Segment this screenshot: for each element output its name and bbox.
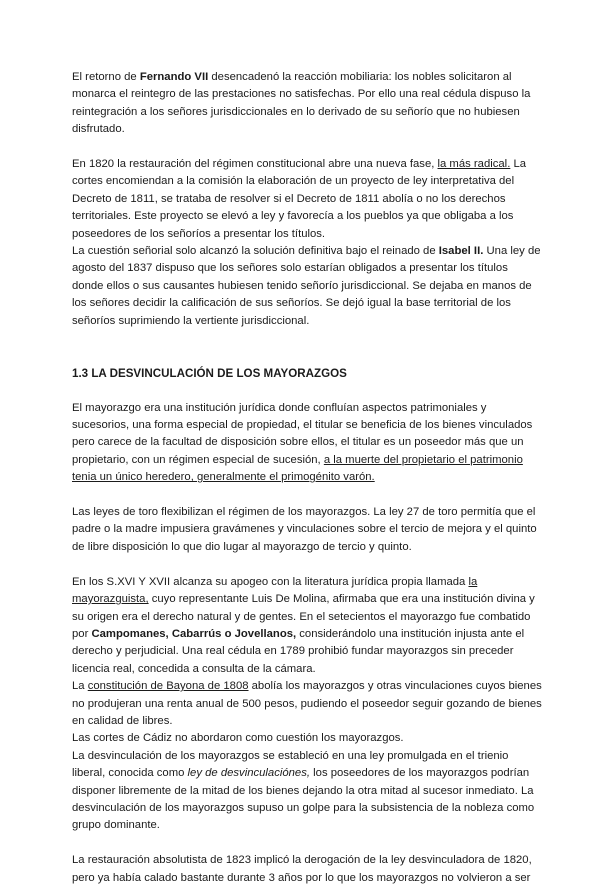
section-heading: 1.3 LA DESVINCULACIÓN DE LOS MAYORAZGOS: [72, 366, 347, 380]
paragraph-fernando-vii: [72, 69, 542, 139]
text-run: En 1820 la restauración del régimen constitucional abre una nueva fase,: [72, 158, 438, 171]
text-run: La cuestión señorial solo alcanzó la solución definitiva bajo el reinado de: [72, 245, 439, 258]
text-run: Una ley de agosto del 1837 dispuso que los señores solo estarían obligados a presentar los títulos donde ellos o sus causantes hubiesen tenido señorío jurisdiccional. Se dejaba en manos de los señores decidir la calificación de sus señoríos. Se dejó igual la base territorial de los señoríos suprimiendo la vertiente jurisdiccional.: [72, 245, 541, 327]
text-run: En los S.XVI Y XVII alcanza su apogeo con la literatura jurídica propia llamada: [72, 575, 469, 588]
paragraph-isabel-ii: [72, 243, 542, 330]
paragraph-siglos-xvi-xvii: [72, 574, 542, 678]
text-run: La cortes encomiendan a la comisión la elaboración de un proyecto de ley interpretativa del Decreto de 1811, se trataba de resolver si el Decreto de 1811 abolía o no los derechos territoriales. Este proyecto se elevó a ley y favorecía a los pueblos ya que obligaba a los poseedores de los señoríos a presentar los títulos.: [72, 158, 527, 240]
underlined-text: constitución de Bayona de 1808: [87, 680, 249, 693]
text-run: considerándolo una institución injusta ante el derecho y perjudicial. Una real cédula en 1789 prohibió fundar mayorazgos sin preceder licencia real, concedida a consulta de la cámara.: [72, 627, 525, 675]
paragraph-1820: [72, 156, 542, 243]
paragraph-cadiz: Las cortes de Cádiz no abordaron como cuestión los mayorazgos.: [72, 732, 404, 745]
text-run: La desvinculación de los mayorazgos se estableció en una ley promulgada en el trienio liberal, conocida como: [72, 749, 509, 780]
italic-text: ley de desvinculaciónes,: [187, 767, 311, 780]
paragraph-bayona: [72, 678, 542, 730]
text-run: El mayorazgo era una institución jurídica donde confluían aspectos patrimoniales y sucesorios, una forma especial de propiedad, el titular se beneficia de los bienes vinculados pero carece de la facultad de disposición sobre ellos, el titular es un poseedor más que un propietario, con un régimen especial de sucesión,: [72, 401, 533, 466]
text-run: El retorno de: [72, 71, 140, 83]
bold-text: Isabel II.: [438, 245, 484, 258]
paragraph-desvinculacion: [72, 748, 542, 835]
text-run: los poseedores de los mayorazgos podrían disponer libremente de la mitad de los bienes dejando la otra mitad al sucesor inmediato. La desvinculación de los mayorazgos supuso un golpe para la subsistencia de la nobleza como grupo dominante.: [72, 767, 535, 832]
underlined-text: la más radical.: [437, 158, 511, 171]
paragraph-leyes-de-toro: Las leyes de toro flexibilizan el régimen de los mayorazgos. La ley 27 de toro permitía que el padre o la madre impusiera gravámenes y vinculaciones sobre el tercio de mejora y el quinto de libre disposición lo que dio lugar al mayorazgo de tercio y quinto.: [72, 506, 537, 553]
paragraph-restauracion-1823: La restauración absolutista de 1823 implicó la derogación de la ley desvinculadora de 1820, pero ya había calado bastante durante 3 años por lo que los mayorazgos no volvieron a ser: [72, 854, 532, 884]
text-run: desencadenó la reacción mobiliaria: los nobles solicitaron al monarca el reintegro de las prestaciones no satisfechas. Por ello una real cédula dispuso la reintegración a los señores jurisdiccionales en lo derivado de su señorío que no hubiesen disfrutado.: [72, 71, 531, 136]
text-run: abolía los mayorazgos y otras vinculaciones cuyos bienes no produjeran una renta anual de 500 pesos, pudiendo el poseedor seguir gozando de bienes en calidad de libres.: [72, 680, 542, 727]
text-run: La: [72, 680, 88, 693]
bold-text: Fernando VII: [139, 71, 209, 83]
paragraph-mayorazgo-definition: [72, 400, 542, 487]
underlined-text: a la muerte del propietario el patrimonio tenia un único heredero, generalmente el primogénito varón.: [72, 453, 523, 484]
bold-text: Campomanes, Cabarrús o Jovellanos,: [91, 627, 297, 640]
text-run: cuyo representante Luis De Molina, afirmaba que era una institución divina y su origen era el derecho natural y de gentes. En el setecientos el mayorazgo fue combatido por: [72, 593, 535, 640]
underlined-text: la mayorazguista,: [72, 575, 478, 606]
